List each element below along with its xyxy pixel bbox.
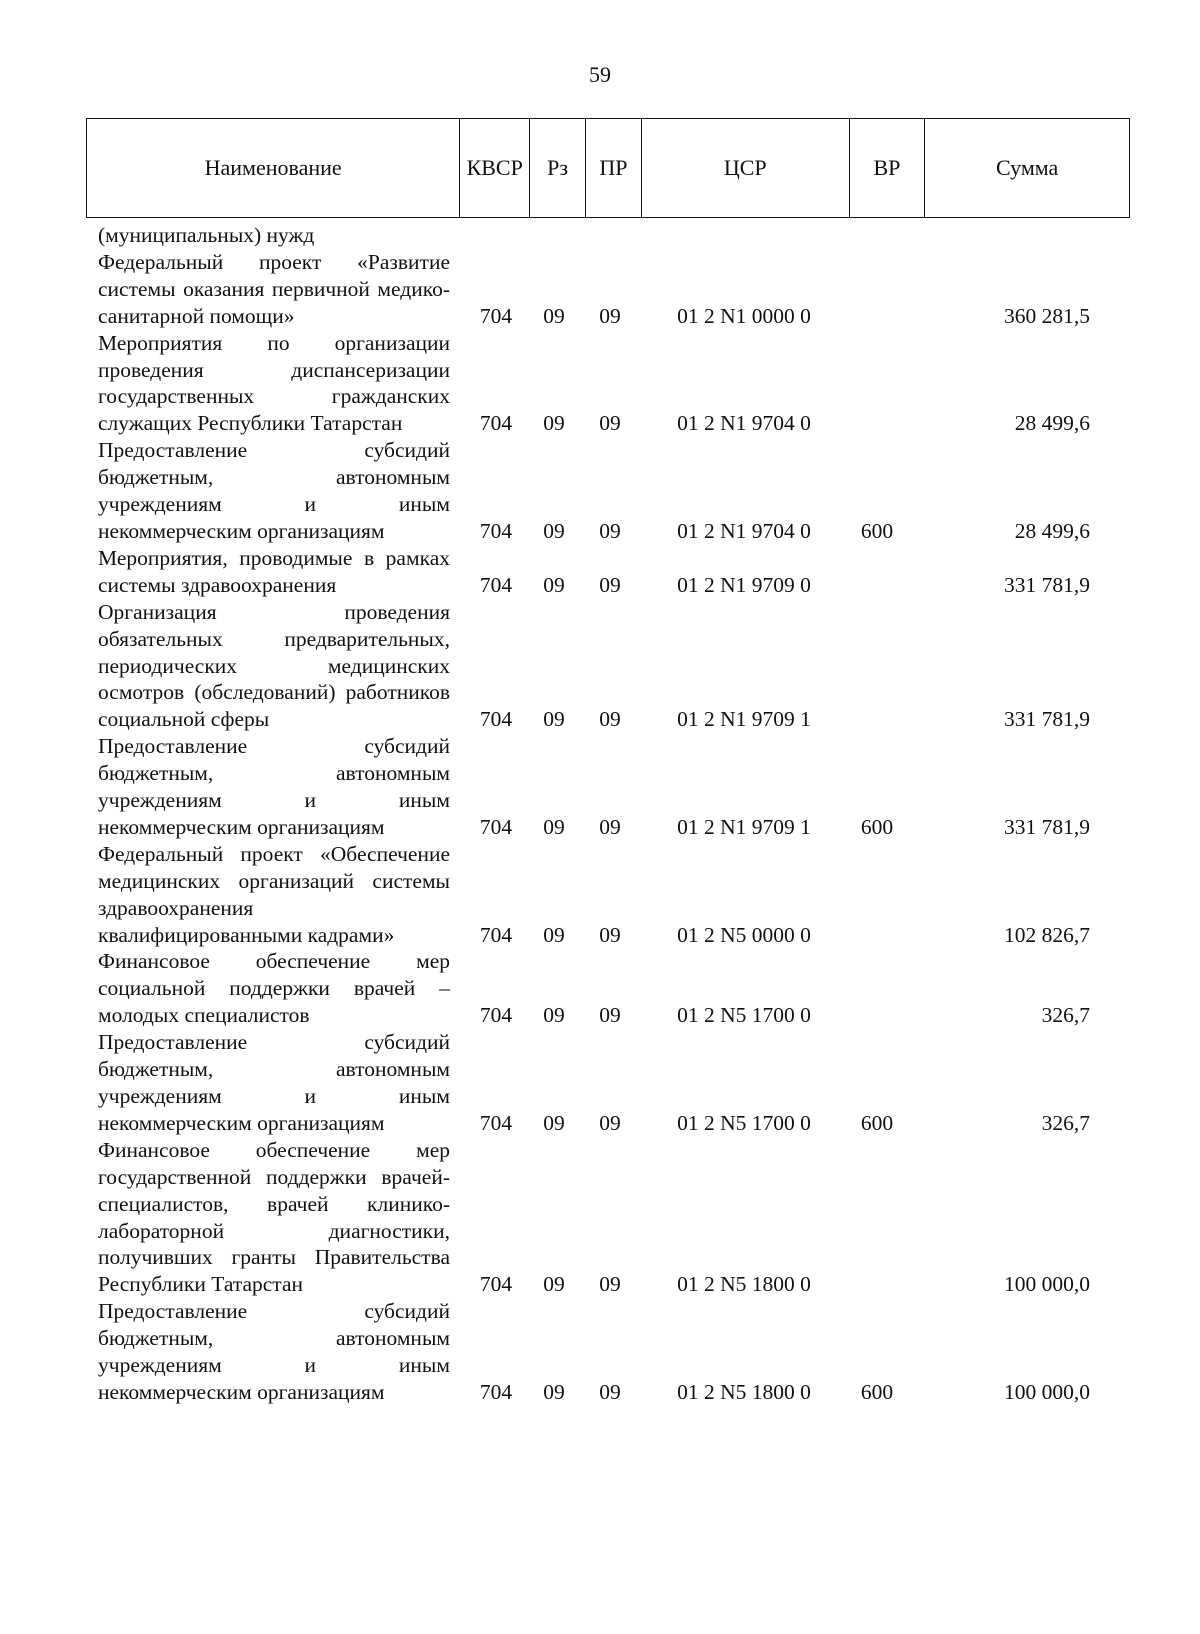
row-sum: 28 499,6 bbox=[1014, 411, 1090, 436]
column-header-rz: Рз bbox=[530, 119, 586, 217]
row-csr: 01 2 N1 9704 0 bbox=[677, 518, 811, 543]
row-rz: 09 bbox=[543, 1110, 565, 1135]
table-row bbox=[98, 330, 1138, 438]
table-row bbox=[98, 222, 1138, 249]
row-kvsr: 704 bbox=[479, 922, 513, 947]
row-rz: 09 bbox=[543, 1379, 565, 1404]
row-rz: 09 bbox=[543, 411, 565, 436]
table-row bbox=[98, 545, 1138, 599]
row-pr: 09 bbox=[599, 814, 621, 839]
row-kvsr: 704 bbox=[479, 814, 513, 839]
table-row bbox=[98, 1298, 1138, 1406]
row-rz: 09 bbox=[543, 518, 565, 543]
row-pr: 09 bbox=[599, 922, 621, 947]
row-vr: 600 bbox=[860, 518, 894, 543]
row-sum: 100 000,0 bbox=[1004, 1272, 1090, 1297]
row-sum: 360 281,5 bbox=[1004, 303, 1090, 328]
row-name: Предоставление субсидий бюджетным, автономным учреждениям и иным некоммерческим организациям bbox=[98, 1299, 450, 1404]
row-rz: 09 bbox=[543, 1003, 565, 1028]
table-row bbox=[98, 599, 1138, 734]
row-csr: 01 2 N5 0000 0 bbox=[677, 922, 811, 947]
table-row bbox=[98, 1137, 1138, 1298]
row-csr: 01 2 N1 9709 0 bbox=[677, 572, 811, 597]
row-pr: 09 bbox=[599, 411, 621, 436]
row-kvsr: 704 bbox=[479, 518, 513, 543]
row-sum: 102 826,7 bbox=[1004, 922, 1090, 947]
row-vr: 600 bbox=[860, 1379, 894, 1404]
row-csr: 01 2 N5 1700 0 bbox=[677, 1003, 811, 1028]
row-csr: 01 2 N1 9709 1 bbox=[677, 814, 811, 839]
table-row bbox=[98, 733, 1138, 841]
row-csr: 01 2 N1 9709 1 bbox=[677, 707, 811, 732]
row-sum: 100 000,0 bbox=[1004, 1379, 1090, 1404]
row-name: Организация проведения обязательных предварительных, периодических медицинских осмотров (обследований) работников социальной сферы bbox=[98, 599, 450, 732]
page-number: 59 bbox=[589, 62, 611, 87]
row-kvsr: 704 bbox=[479, 1110, 513, 1135]
row-rz: 09 bbox=[543, 303, 565, 328]
row-sum: 28 499,6 bbox=[1014, 518, 1090, 543]
row-pr: 09 bbox=[599, 1110, 621, 1135]
row-csr: 01 2 N5 1800 0 bbox=[677, 1272, 811, 1297]
row-csr: 01 2 N5 1800 0 bbox=[677, 1379, 811, 1404]
row-name: (муниципальных) нужд bbox=[98, 223, 315, 247]
row-name: Федеральный проект «Обеспечение медицинских организаций системы здравоохранения квалифицированными кадрами» bbox=[98, 841, 450, 947]
table-body bbox=[98, 222, 1138, 1406]
column-header-sum: Сумма bbox=[996, 155, 1059, 180]
row-csr: 01 2 N1 9704 0 bbox=[677, 411, 811, 436]
row-sum: 331 781,9 bbox=[1004, 814, 1090, 839]
row-rz: 09 bbox=[543, 572, 565, 597]
table-row bbox=[98, 948, 1138, 1029]
row-name: Федеральный проект «Развитие системы оказания первичной медико-санитарной помощи» bbox=[98, 249, 450, 328]
row-kvsr: 704 bbox=[479, 1379, 513, 1404]
column-header-csr: ЦСР bbox=[642, 119, 850, 217]
row-rz: 09 bbox=[543, 922, 565, 947]
table-row bbox=[98, 249, 1138, 330]
row-pr: 09 bbox=[599, 1003, 621, 1028]
row-vr: 600 bbox=[860, 814, 894, 839]
row-kvsr: 704 bbox=[479, 572, 513, 597]
table-row bbox=[98, 437, 1138, 545]
row-name: Предоставление субсидий бюджетным, автономным учреждениям и иным некоммерческим организациям bbox=[98, 438, 450, 543]
row-pr: 09 bbox=[599, 1379, 621, 1404]
row-csr: 01 2 N5 1700 0 bbox=[677, 1110, 811, 1135]
table-row bbox=[98, 1029, 1138, 1137]
row-sum: 331 781,9 bbox=[1004, 707, 1090, 732]
row-sum: 326,7 bbox=[1041, 1110, 1090, 1135]
row-kvsr: 704 bbox=[479, 303, 513, 328]
row-pr: 09 bbox=[599, 303, 621, 328]
row-sum: 326,7 bbox=[1041, 1003, 1090, 1028]
row-rz: 09 bbox=[543, 1272, 565, 1297]
row-name: Финансовое обеспечение мер государственной поддержки врачей-специалистов, врачей клинико-лабораторной диагностики, получивших гранты Правительства Республики Татарстан bbox=[98, 1137, 450, 1297]
row-csr: 01 2 N1 0000 0 bbox=[677, 303, 811, 328]
row-name: Мероприятия по организации проведения диспансеризации государственных гражданских служащих Республики Татарстан bbox=[98, 330, 450, 436]
row-vr: 600 bbox=[860, 1110, 894, 1135]
row-name: Предоставление субсидий бюджетным, автономным учреждениям и иным некоммерческим организациям bbox=[98, 1030, 450, 1135]
row-rz: 09 bbox=[543, 707, 565, 732]
row-kvsr: 704 bbox=[479, 707, 513, 732]
column-header-pr: ПР bbox=[586, 119, 642, 217]
row-name: Предоставление субсидий бюджетным, автономным учреждениям и иным некоммерческим организациям bbox=[98, 734, 450, 839]
column-header-kvsr: КВСР bbox=[460, 119, 530, 217]
column-header-name: Наименование bbox=[87, 119, 460, 217]
row-name: Мероприятия, проводимые в рамках системы здравоохранения bbox=[98, 545, 450, 597]
row-pr: 09 bbox=[599, 707, 621, 732]
column-header-vr: ВР bbox=[850, 119, 926, 217]
row-kvsr: 704 bbox=[479, 1003, 513, 1028]
row-kvsr: 704 bbox=[479, 1272, 513, 1297]
row-pr: 09 bbox=[599, 518, 621, 543]
table-header bbox=[86, 118, 1130, 218]
row-name: Финансовое обеспечение мер социальной поддержки врачей – молодых специалистов bbox=[98, 949, 450, 1028]
row-rz: 09 bbox=[543, 814, 565, 839]
row-pr: 09 bbox=[599, 572, 621, 597]
table-row bbox=[98, 841, 1138, 949]
row-pr: 09 bbox=[599, 1272, 621, 1297]
row-kvsr: 704 bbox=[479, 411, 513, 436]
row-sum: 331 781,9 bbox=[1004, 572, 1090, 597]
